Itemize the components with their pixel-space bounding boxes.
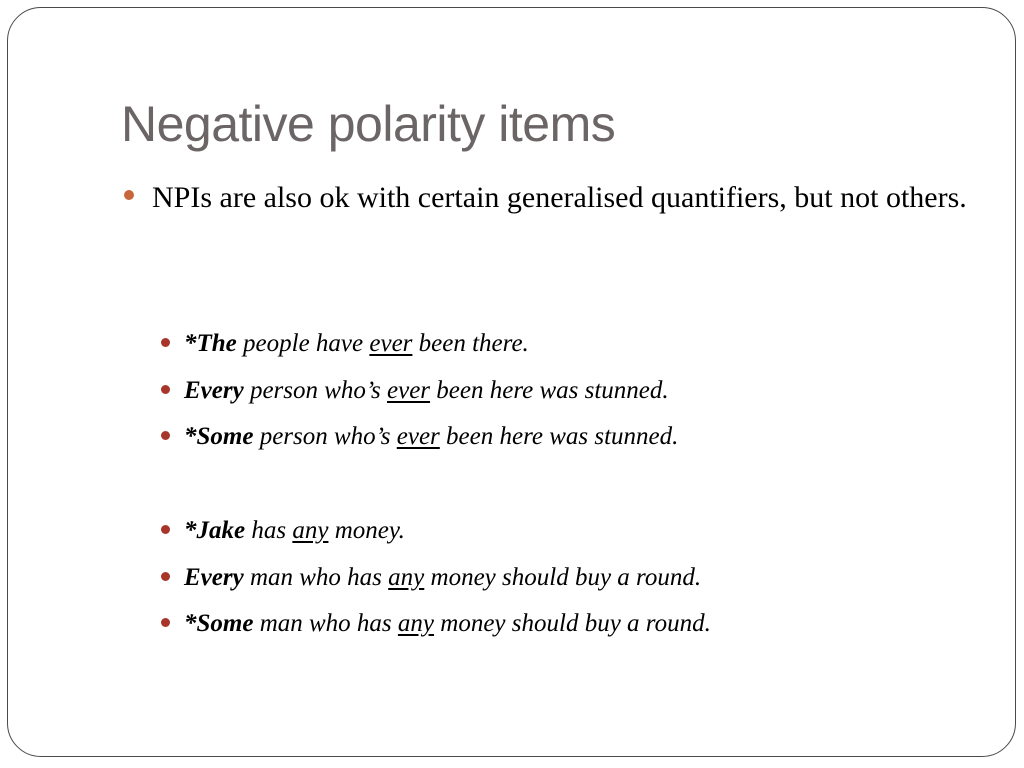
example-sentence [159, 511, 979, 558]
example-text-before: man who has [243, 563, 389, 591]
example-determiner: *Some [184, 610, 254, 637]
example-text-before: people have [236, 330, 370, 357]
example-text-after: money should buy a round. [434, 610, 711, 637]
example-list-ever [159, 324, 979, 464]
example-text-before: person who’s [243, 376, 388, 404]
example-determiner: Every [184, 376, 244, 404]
example-sentence [159, 417, 979, 464]
example-text-after: money. [328, 517, 405, 544]
example-determiner: *Some [184, 423, 254, 450]
slide-frame [7, 7, 1016, 757]
main-bullet-item [124, 175, 974, 220]
example-text-before: person who’s [253, 423, 397, 450]
sub-bullet-dot-icon [161, 618, 170, 627]
example-list-any [159, 511, 979, 651]
example-npi-word: ever [369, 330, 413, 357]
example-sentence [159, 558, 979, 605]
slide-title: Negative polarity items [121, 96, 616, 152]
sub-bullet-dot-icon [161, 385, 170, 394]
sub-bullet-dot-icon [161, 431, 170, 440]
example-determiner: *Jake [184, 517, 246, 544]
example-text-before: has [245, 517, 293, 544]
sub-bullet-dot-icon [161, 572, 170, 581]
example-text-before: man who has [253, 610, 398, 637]
example-npi-word: any [292, 517, 329, 544]
sub-bullet-dot-icon [161, 338, 170, 347]
bullet-dot-icon [124, 190, 134, 200]
example-npi-word: any [397, 610, 435, 637]
example-text-after: been there. [412, 330, 529, 357]
example-text-after: been here was stunned. [430, 376, 669, 404]
sub-bullet-dot-icon [161, 525, 170, 534]
example-determiner: Every [184, 563, 244, 591]
example-sentence [159, 324, 979, 371]
example-npi-word: ever [396, 423, 440, 450]
example-text-after: money should buy a round. [424, 563, 702, 591]
example-sentence [159, 604, 979, 651]
example-sentence [159, 371, 979, 418]
main-bullet-text: NPIs are also ok with certain generalised quantifiers, but not others. [152, 181, 967, 214]
example-npi-word: any [388, 563, 425, 591]
example-text-after: been here was stunned. [439, 423, 679, 450]
main-bullet-list [124, 175, 974, 220]
example-determiner: *The [184, 330, 237, 357]
example-npi-word: ever [387, 376, 431, 404]
